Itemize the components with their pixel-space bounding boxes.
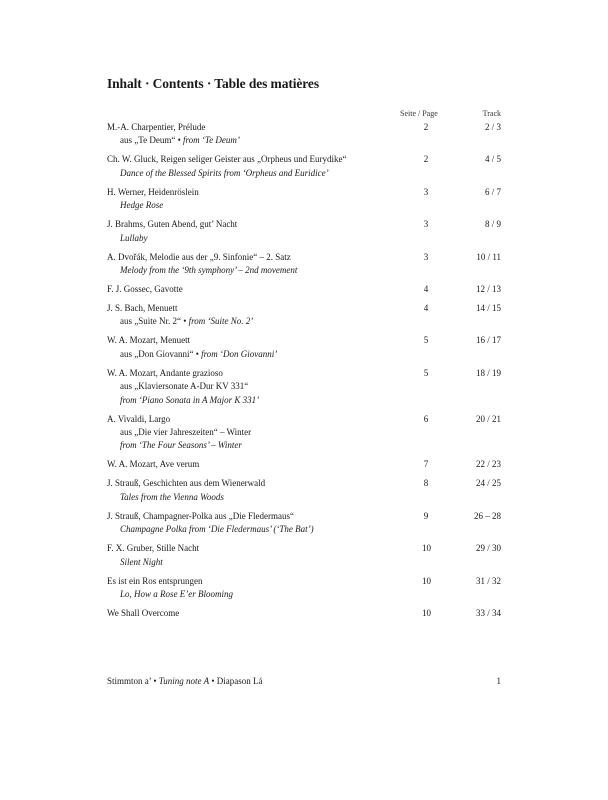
- entry-text-part: aus „Klaviersonate A-Dur KV 331“: [120, 381, 249, 392]
- entry-text-part: aus „Don Giovanni“ •: [120, 348, 202, 359]
- entry-page-number: 5: [423, 335, 429, 346]
- entry-subtitle: [107, 315, 501, 328]
- entry-title: A. Dvořák, Melodie aus der „9. Sinfonie“ – 2. Satz: [107, 251, 291, 262]
- entry-page-number: 7: [423, 459, 429, 470]
- entry-title: W. A. Mozart, Menuett: [107, 335, 191, 346]
- entry-text-part: Lo, How a Rose E’er Blooming: [120, 589, 233, 600]
- entry-page-number: 10: [422, 608, 431, 619]
- entry-subtitle: [107, 394, 501, 407]
- entry-track-number: 8 / 9: [484, 219, 501, 230]
- entry-track-number: 2 / 3: [484, 122, 501, 132]
- entry-text-part: aus „Te Deum“ •: [120, 135, 183, 146]
- entry-page-number: 10: [422, 543, 431, 554]
- entry-subtitle: [107, 523, 501, 536]
- contents-list: [107, 121, 501, 626]
- entry-subtitle: [107, 588, 501, 601]
- footer-text-part: Tuning note A: [158, 676, 210, 686]
- entry-subtitle: [107, 491, 501, 504]
- tuning-note: [107, 676, 262, 686]
- contents-entry: [107, 413, 501, 453]
- entry-track-number: 33 / 34: [475, 608, 501, 619]
- entry-title: A. Vivaldi, Largo: [107, 413, 171, 424]
- entry-track-number: 6 / 7: [484, 186, 501, 197]
- entry-text-part: aus „Die vier Jahreszeiten“ – Winter: [120, 427, 252, 438]
- entry-track-number: 16 / 17: [475, 335, 501, 346]
- entry-title: Ch. W. Gluck, Reigen seliger Geister aus „Orpheus und Eurydike“: [107, 154, 347, 165]
- entry-text-part: Melody from the ‘9th symphony’ – 2nd movement: [120, 265, 298, 276]
- entry-title: M.-A. Charpentier, Prélude: [107, 122, 206, 132]
- entry-page-number: 8: [423, 478, 429, 489]
- entry-subtitle: [107, 556, 501, 569]
- contents-entry: [107, 334, 501, 361]
- entry-track-number: 12 / 13: [475, 284, 501, 295]
- column-header-track: Track: [482, 109, 501, 118]
- entry-title: H. Werner, Heidenröslein: [107, 186, 199, 197]
- contents-entry: [107, 477, 501, 504]
- entry-subtitle: [107, 264, 501, 277]
- entry-page-number: 3: [423, 186, 429, 197]
- contents-entry: [107, 510, 501, 537]
- contents-entry: [107, 153, 501, 180]
- entry-title: F. X. Gruber, Stille Nacht: [107, 543, 200, 554]
- entry-page-number: 4: [423, 303, 429, 314]
- contents-entry: [107, 302, 501, 329]
- entry-text-part: from ‘Te Deum’: [183, 135, 240, 146]
- entry-track-number: 31 / 32: [475, 575, 501, 586]
- entry-title: J. Strauß, Geschichten aus dem Wienerwald: [107, 478, 266, 489]
- entry-title: W. A. Mozart, Ave verum: [107, 459, 200, 470]
- page-number: 1: [496, 676, 501, 686]
- column-header-page: Seite / Page: [400, 109, 438, 118]
- entry-track-number: 22 / 23: [475, 459, 501, 470]
- contents-entry: [107, 186, 501, 213]
- entry-page-number: 6: [423, 413, 429, 424]
- contents-entry: [107, 607, 501, 620]
- entry-text-part: from ‘Suite No. 2’: [188, 316, 254, 327]
- entry-page-number: 3: [423, 251, 429, 262]
- entry-page-number: 4: [423, 284, 429, 295]
- contents-entry: [107, 458, 501, 471]
- entry-text-part: Dance of the Blessed Spirits from ‘Orpheus and Euridice’: [120, 167, 329, 178]
- entry-track-number: 18 / 19: [475, 367, 501, 378]
- entry-page-number: 5: [423, 367, 429, 378]
- entry-subtitle: [107, 232, 501, 245]
- entry-text-part: Champagne Polka from ‘Die Fledermaus’ (‘The Bat’): [120, 524, 314, 535]
- entry-track-number: 10 / 11: [476, 251, 501, 262]
- contents-entry: [107, 218, 501, 245]
- footer: [107, 676, 501, 686]
- contents-entry: [107, 367, 501, 407]
- contents-entry: [107, 121, 501, 148]
- entry-track-number: 20 / 21: [475, 413, 501, 424]
- entry-page-number: 2: [423, 154, 429, 165]
- entry-title: Es ist ein Ros entsprungen: [107, 575, 203, 586]
- entry-text-part: Lullaby: [120, 232, 148, 243]
- contents-entry: [107, 575, 501, 602]
- footer-text-part: • Diapason Lá: [209, 676, 263, 686]
- entry-track-number: 14 / 15: [475, 303, 501, 314]
- entry-title: J. Strauß, Champagner-Polka aus „Die Fledermaus“: [107, 510, 295, 521]
- footer-text-part: Stimmton a’ •: [107, 676, 159, 686]
- entry-title: J. S. Bach, Menuett: [107, 303, 178, 314]
- entry-subtitle: [107, 167, 501, 180]
- entry-title: F. J. Gossec, Gavotte: [107, 284, 183, 295]
- entry-page-number: 3: [423, 219, 429, 230]
- entry-track-number: 29 / 30: [475, 543, 501, 554]
- entry-subtitle: [107, 426, 501, 439]
- entry-text-part: Hedge Rose: [120, 200, 164, 211]
- entry-track-number: 24 / 25: [475, 478, 501, 489]
- entry-text-part: from ‘Don Giovanni’: [201, 348, 278, 359]
- page-title: Inhalt · Contents · Table des matières: [107, 76, 319, 91]
- contents-entry: [107, 283, 501, 296]
- entry-text-part: from ‘Piano Sonata in A Major K 331’: [120, 394, 260, 405]
- contents-entry: [107, 542, 501, 569]
- entry-title: W. A. Mozart, Andante grazioso: [107, 367, 223, 378]
- entry-text-part: Silent Night: [120, 556, 163, 567]
- entry-track-number: 4 / 5: [484, 154, 501, 165]
- entry-text-part: from ‘The Four Seasons’ – Winter: [120, 440, 242, 451]
- entry-text-part: aus „Suite Nr. 2“ •: [120, 316, 189, 327]
- entry-page-number: 2: [423, 122, 429, 132]
- entry-text-part: Tales from the Vienna Woods: [120, 491, 224, 502]
- entry-subtitle: [107, 134, 501, 147]
- entry-subtitle: [107, 380, 501, 393]
- entry-track-number: 26 – 28: [474, 510, 501, 521]
- entry-subtitle: [107, 199, 501, 212]
- entry-subtitle: [107, 348, 501, 361]
- entry-page-number: 10: [422, 575, 431, 586]
- contents-entry: [107, 251, 501, 278]
- entry-title: We Shall Overcome: [107, 608, 180, 619]
- entry-subtitle: [107, 439, 501, 452]
- entry-page-number: 9: [423, 510, 429, 521]
- entry-title: J. Brahms, Guten Abend, gut’ Nacht: [107, 219, 238, 230]
